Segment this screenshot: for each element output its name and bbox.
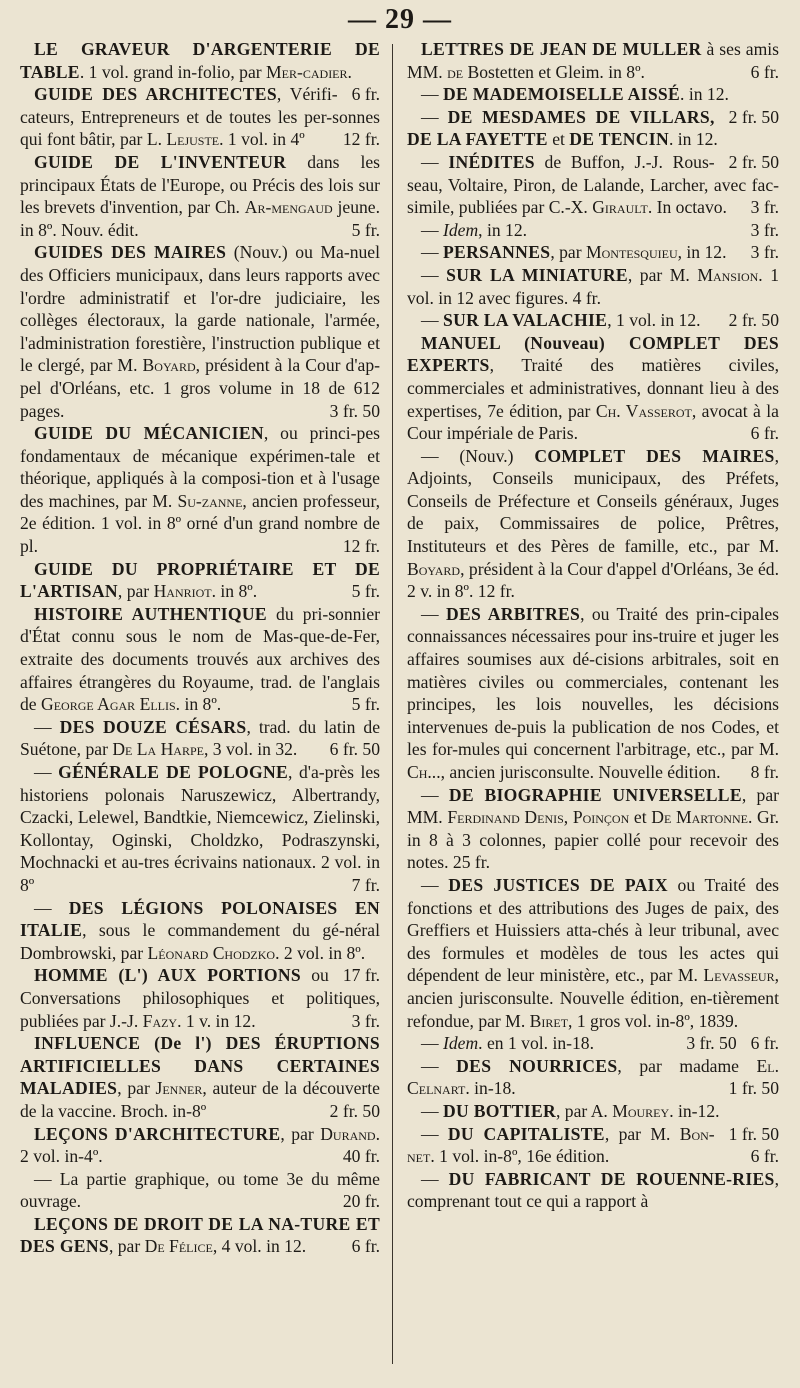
- catalog-entry: HOMME (L') AUX PORTIONS ou Conversations philosophiques et politiques, publiées par J.-J. Fazy. 1 v. in 12. 3 fr.: [20, 965, 380, 1031]
- catalog-entry: — Idem, in 12. 3 fr.: [421, 219, 779, 240]
- catalog-entry: — SUR LA MINIATURE, par M. Mansion. 1 vol. in 12 avec figures. 4 fr.: [407, 264, 779, 308]
- catalog-entry: — GÉNÉRALE DE POLOGNE, d'a-près les historiens polonais Naruszewicz, Albertrandy, Czacki, Lelewel, Bandtkie, Niemcewicz, Zielinski, Kollontay, Oginski, Choldzko, Podraszynski, Mochnacki et au-tres écrivains nationaux. 2 vol. in 8º 7 fr.: [20, 762, 380, 895]
- catalog-entry: GUIDE DE L'INVENTEUR dans les principaux États de l'Europe, ou Précis des lois sur les brevets d'invention, par Ch. Ar-mengaud jeune. in 8º. Nouv. édit. 5 fr.: [20, 151, 380, 240]
- catalog-entry: LEÇONS D'ARCHITECTURE, par Durand. 2 vol. in-4º. 40 fr.: [20, 1123, 380, 1167]
- catalog-entry: — DE BIOGRAPHIE UNIVERSELLE, par MM. Ferdinand Denis, Poinçon et De Martonne. Gr. in 8 à 3 colonnes, papier collé pour recevoir des notes. 25 fr.: [407, 784, 779, 873]
- catalog-entry: LETTRES DE JEAN DE MULLER à ses amis MM. de Bostetten et Gleim. in 8º. 6 fr.: [407, 39, 779, 82]
- two-column-layout: [20, 38, 780, 1368]
- catalog-entry: GUIDE DU MÉCANICIEN, ou princi-pes fondamentaux de mécanique expérimen-tale et théorique, appliqués à la composi-tion et à l'usage des machines, par M. Su-zanne, ancien professeur, 2e édition. 1 vol. in 8º orné d'un grand nombre de pl. 12 fr.: [20, 423, 380, 557]
- catalog-entry: GUIDES DES MAIRES (Nouv.) ou Ma-nuel des Officiers municipaux, dans leurs rapports avec l'ordre administratif et l'or-dre judiciaire, les collèges électoraux, la garde nationale, l'armée, l'administration forestière, l'instruction publique et le clergé, par M. Boyard, président à la Cour d'ap-pel d'Orléans, etc. 1 gros volume in 18 de 612 pages. 3 fr. 50: [20, 242, 381, 421]
- catalog-entry: — DU BOTTIER, par A. Mourey. in-12. 1 fr. 50: [421, 1100, 779, 1144]
- catalog-entry: — DES LÉGIONS POLONAISES EN ITALIE, sous le commandement du gé-néral Dombrowski, par Léonard Chodzko. 2 vol. in 8º. 17 fr.: [20, 897, 381, 986]
- left-column: [20, 38, 392, 1368]
- catalog-entry: — La partie graphique, ou tome 3e du même ouvrage. 20 fr.: [20, 1168, 380, 1212]
- catalog-entry: — SUR LA VALACHIE, 1 vol. in 12. 2 fr. 50: [421, 310, 779, 331]
- catalog-entry: — Idem. en 1 vol. in-18. 3 fr. 50: [421, 1033, 737, 1054]
- catalog-entry: — DES NOURRICES, par madame El. Celnart. in-18. 1 fr. 50: [407, 1055, 779, 1099]
- catalog-entry: — INÉDITES de Buffon, J.-J. Rous-seau, Voltaire, Piron, de Lalande, Larcher, avec fac-simile, publiées par C.-X. Girault. In octavo. 3 fr.: [407, 151, 779, 218]
- catalog-entry: — DES DOUZE CÉSARS, trad. du latin de Suétone, par De La Harpe, 3 vol. in 32. 6 fr. 50: [20, 716, 380, 760]
- catalog-entry: GUIDE DU PROPRIÉTAIRE ET DE L'ARTISAN, par Hanriot. in 8º. 5 fr.: [20, 558, 380, 602]
- catalog-entry: LE GRAVEUR D'ARGENTERIE DE TABLE. 1 vol. grand in-folio, par Mer-cadier. 6 fr.: [20, 39, 380, 105]
- catalog-entry: GUIDE DES ARCHITECTES, Vérifi-cateurs, Entrepreneurs et de toutes les per-sonnes qui font bâtir, par L. Lejuste. 1 vol. in 4º 12 fr.: [20, 84, 380, 150]
- catalog-entry: — DE MADEMOISELLE AISSÉ. in 12. 2 fr. 50: [421, 84, 779, 127]
- catalog-entry: — DE MESDAMES DE VILLARS, DE LA FAYETTE et DE TENCIN. in 12. 2 fr. 50: [407, 106, 779, 172]
- catalog-entry: LEÇONS DE DROIT DE LA NA-TURE ET DES GENS, par De Félice, 4 vol. in 12. 6 fr.: [20, 1213, 380, 1257]
- catalog-entry: — DES ARBITRES, ou Traité des prin-cipales connaissances nécessaires pour ins-truire et juger les affaires soumises aux dé-cisions arbitrales, soit en matières civiles ou commerciales, contenant les principes, les lois nouvelles, les décisions intervenues de-puis la publication de nos Codes, et les for-mules qui concernent l'arbitrage, etc., par M. Ch..., ancien jurisconsulte. Nouvelle édition. 8 fr.: [407, 603, 779, 782]
- catalog-entry: — DES JUSTICES DE PAIX ou Traité des fonctions et des attributions des Juges de paix, des Greffiers et Huissiers atta-chés à leur tribunal, avec des formules et modèles de tous les actes qui dépendent de leur ministère, etc., par M. Levasseur, ancien jurisconsulte. Nouvelle édition, en-tièrement refondue, par M. Biret, 1 gros vol. in-8º, 1839. 6 fr.: [407, 874, 779, 1054]
- catalog-entry: HISTOIRE AUTHENTIQUE du pri-sonnier d'État connu sous le nom de Mas-que-de-Fer, extraite des documents trouvés aux archives des affaires étrangères du Royaume, trad. de l'anglais de George Agar Ellis. in 8º. 5 fr.: [20, 603, 380, 715]
- page-number: — 29 —: [348, 4, 452, 35]
- right-column: [393, 38, 779, 1368]
- catalog-entry: MANUEL (Nouveau) COMPLET DES EXPERTS, Traité des matières civiles, commerciales et administratives, donnant lieu à des expertises, 7e édition, par Ch. Vasserot, avocat à la Cour impériale de Paris. 6 fr.: [407, 332, 779, 444]
- catalog-entry: — DU FABRICANT DE ROUENNE-RIES, comprenant tout ce qui a rapport à: [407, 1168, 779, 1212]
- catalog-entry: — (Nouv.) COMPLET DES MAIRES, Adjoints, Conseils municipaux, des Préfets, Conseils de Préfecture et Conseils généraux, Juges de paix, Commissaires de police, Prêtres, Instituteurs et des Pères de famille, etc., par M. Boyard, président à la Cour d'appel d'Orléans, 3e éd. 2 v. in 8º. 12 fr.: [407, 445, 779, 602]
- catalog-entry: — DU CAPITALISTE, par M. Bon-net. 1 vol. in-8º, 16e édition. 6 fr.: [407, 1123, 779, 1167]
- catalog-entry: INFLUENCE (De l') DES ÉRUPTIONS ARTIFICIELLES DANS CERTAINES MALADIES, par Jenner, auteur de la découverte de la vaccine. Broch. in-8º 2 fr. 50: [20, 1033, 380, 1121]
- catalog-entry: — PERSANNES, par Montesquieu, in 12. 3 fr.: [421, 242, 779, 263]
